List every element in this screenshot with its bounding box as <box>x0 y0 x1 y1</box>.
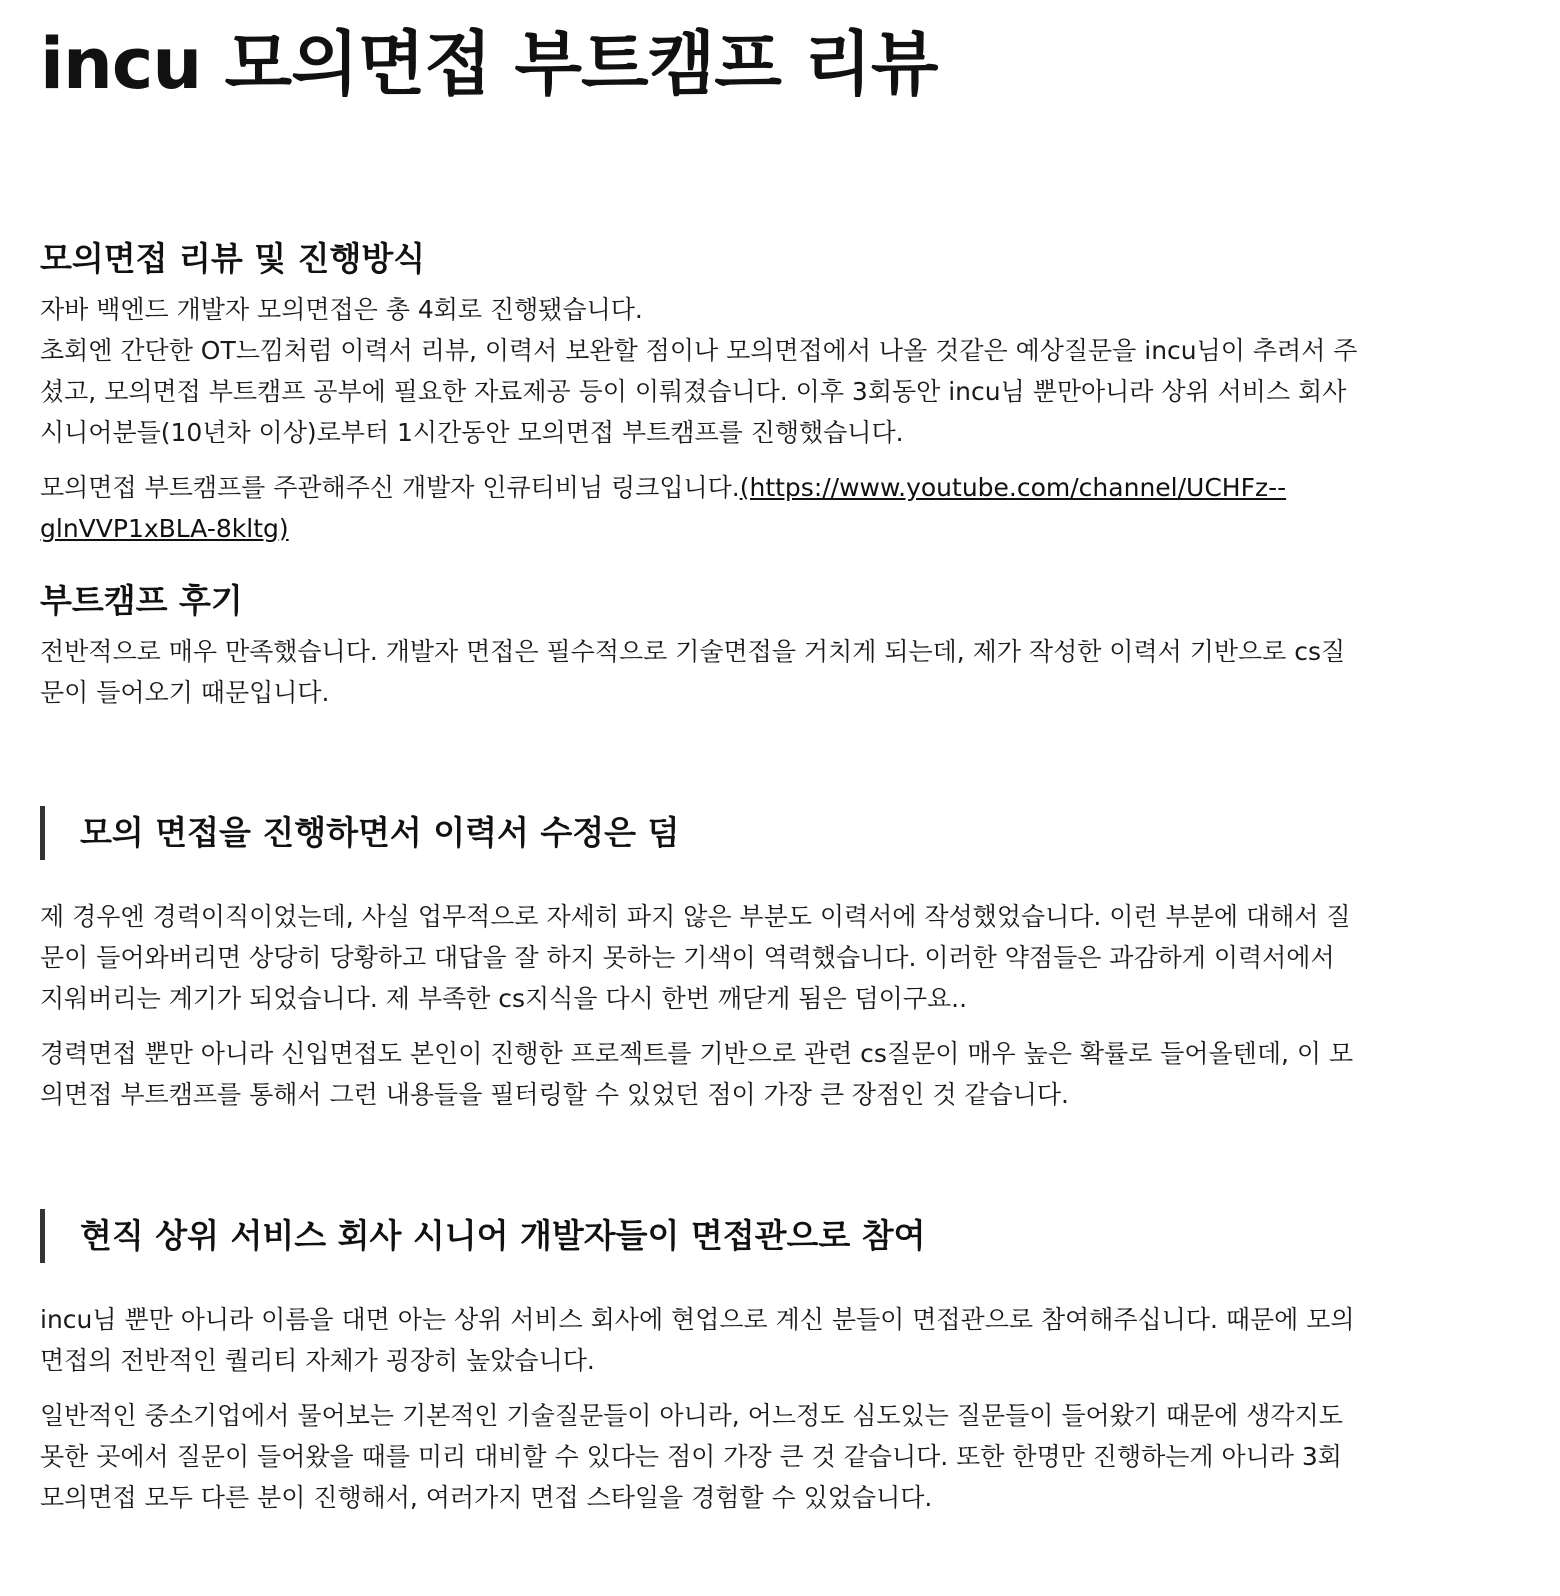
text-line: 면접의 전반적인 퀄리티 자체가 굉장히 높았습니다. <box>40 1346 595 1375</box>
text-line: 못한 곳에서 질문이 들어왔을 때를 미리 대비할 수 있다는 점이 가장 큰 것 같습니다. 또한 한명만 진행하는게 아니라 3회 <box>40 1442 1342 1471</box>
link-line-2[interactable]: glnVVP1xBLA-8kltg) <box>40 514 289 543</box>
quote-bar <box>40 1209 45 1263</box>
text-line: 제 경우엔 경력이직이었는데, 사실 업무적으로 자세히 파지 않은 부분도 이력서에 작성했었습니다. 이런 부분에 대해서 질 <box>40 902 1351 931</box>
text-line: 지워버리는 계기가 되었습니다. 제 부족한 cs지식을 다시 한번 깨닫게 됨은 덤이구요.. <box>40 984 968 1013</box>
paragraph-organizer-link <box>40 467 1420 549</box>
section-heading-review: 모의면접 리뷰 및 진행방식 <box>40 239 426 278</box>
quote-bar <box>40 806 45 860</box>
page-title: incu 모의면접 부트캠프 리뷰 <box>40 23 938 105</box>
text-line: incu님 뿐만 아니라 이름을 대면 아는 상위 서비스 회사에 현업으로 계신 분들이 면접관으로 참여해주십니다. 때문에 모의 <box>40 1305 1355 1334</box>
quote-heading-text: 현직 상위 서비스 회사 시니어 개발자들이 면접관으로 참여 <box>80 1216 926 1255</box>
paragraph-filtering <box>40 1033 1420 1115</box>
text-line: 셨고, 모의면접 부트캠프 공부에 필요한 자료제공 등이 이뤄졌습니다. 이후 3회동안 incu님 뿐만아니라 상위 서비스 회사 <box>40 377 1347 406</box>
text-line: 자바 백엔드 개발자 모의면접은 총 4회로 진행됐습니다. <box>40 295 643 324</box>
quote-heading-resume-edit <box>40 806 1420 860</box>
paragraph-interviewers <box>40 1299 1420 1381</box>
organizer-text: 모의면접 부트캠프를 주관해주신 개발자 인큐티비님 링크입니다. <box>40 473 740 502</box>
text-line: 일반적인 중소기업에서 물어보는 기본적인 기술질문들이 아니라, 어느정도 심도있는 질문들이 들어왔기 때문에 생각지도 <box>40 1401 1343 1430</box>
text-line: 모의면접 모두 다른 분이 진행해서, 여러가지 면접 스타일을 경험할 수 있었습니다. <box>40 1483 933 1512</box>
text-line: 시니어분들(10년차 이상)로부터 1시간동안 모의면접 부트캠프를 진행했습니다. <box>40 418 904 447</box>
paragraph-overall-satisfaction <box>40 631 1420 713</box>
paragraph-deep-questions <box>40 1395 1420 1518</box>
text-line: 전반적으로 매우 만족했습니다. 개발자 면접은 필수적으로 기술면접을 거치게 되는데, 제가 작성한 이력서 기반으로 cs질 <box>40 637 1346 666</box>
text-line: 초회엔 간단한 OT느낌처럼 이력서 리뷰, 이력서 보완할 점이나 모의면접에서 나올 것같은 예상질문을 incu님이 추려서 주 <box>40 336 1358 365</box>
text-line: 의면접 부트캠프를 통해서 그런 내용들을 필터링할 수 있었던 점이 가장 큰 장점인 것 같습니다. <box>40 1080 1069 1109</box>
link-line-1[interactable]: (https://www.youtube.com/channel/UCHFz-- <box>739 473 1287 502</box>
quote-heading-senior-interviewers <box>40 1209 1420 1263</box>
text-line: 문이 들어와버리면 상당히 당황하고 대답을 잘 하지 못하는 기색이 역력했습니다. 이러한 약점들은 과감하게 이력서에서 <box>40 943 1335 972</box>
paragraph-review-method <box>40 289 1420 453</box>
quote-heading-text: 모의 면접을 진행하면서 이력서 수정은 덤 <box>80 813 680 852</box>
paragraph-career-move <box>40 896 1420 1019</box>
text-line: 경력면접 뿐만 아니라 신입면접도 본인이 진행한 프로젝트를 기반으로 관련 cs질문이 매우 높은 확률로 들어올텐데, 이 모 <box>40 1039 1354 1068</box>
text-line: 문이 들어오기 때문입니다. <box>40 678 330 707</box>
section-heading-bootcamp-review: 부트캠프 후기 <box>40 581 243 620</box>
